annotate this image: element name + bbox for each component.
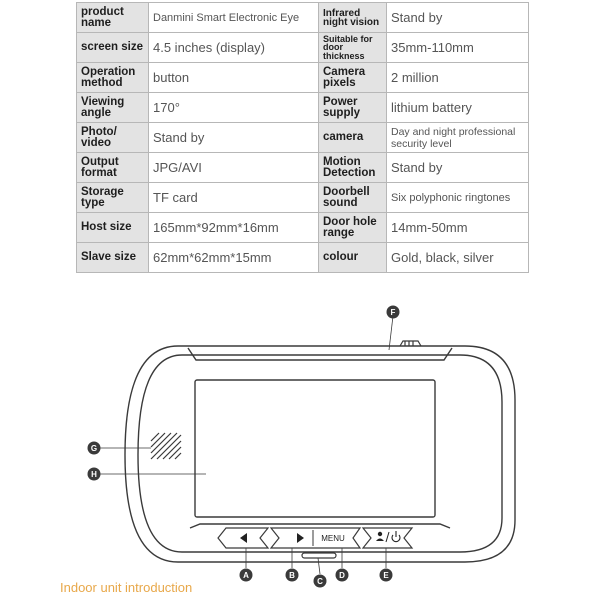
table-row (77, 183, 529, 213)
spec-key: Photo/ video (77, 123, 149, 153)
callout-line-c (318, 558, 320, 574)
callout-g (88, 442, 101, 455)
spec-key: Power supply (319, 93, 387, 123)
spec-key: Storage type (77, 183, 149, 213)
spec-value: Day and night professional security level (387, 123, 529, 153)
spec-value: 62mm*62mm*15mm (149, 243, 319, 273)
spec-value: Gold, black, silver (387, 243, 529, 273)
table-row (77, 93, 529, 123)
person-icon (378, 532, 382, 536)
spec-value: button (149, 63, 319, 93)
spec-key: Infrared night vision (319, 3, 387, 33)
table-row (77, 153, 529, 183)
callout-letter: F (390, 308, 396, 317)
spec-value: Six polyphonic ringtones (387, 183, 529, 213)
callout-letter: D (339, 571, 345, 580)
spec-value: Danmini Smart Electronic Eye (149, 3, 319, 33)
spec-key: camera (319, 123, 387, 153)
spec-value: 35mm-110mm (387, 33, 529, 63)
spec-key: Viewing angle (77, 93, 149, 123)
table-row (77, 213, 529, 243)
spec-key: Slave size (77, 243, 149, 273)
spec-key: product name (77, 3, 149, 33)
spec-key: Operation method (77, 63, 149, 93)
table-row (77, 33, 529, 63)
spec-key: Suitable for door thickness (319, 33, 387, 63)
callout-letter: G (90, 444, 98, 453)
callout-f (387, 306, 400, 319)
spec-value: lithium battery (387, 93, 529, 123)
spec-value: 165mm*92mm*16mm (149, 213, 319, 243)
indoor-unit-diagram (0, 290, 600, 600)
spec-key: Output format (77, 153, 149, 183)
callout-e (380, 569, 393, 582)
callout-letter: E (383, 571, 389, 580)
callout-a (240, 569, 253, 582)
table-row (77, 63, 529, 93)
speaker-grille (151, 433, 181, 459)
callout-letter: H (91, 470, 97, 479)
diagram-caption: Indoor unit introduction (60, 580, 193, 595)
callout-d (336, 569, 349, 582)
spec-value: Stand by (149, 123, 319, 153)
right-button[interactable] (271, 528, 360, 548)
table-row (77, 3, 529, 33)
spec-key: colour (319, 243, 387, 273)
table-row (77, 243, 529, 273)
spec-value: 4.5 inches (display) (149, 33, 319, 63)
callout-c (314, 575, 327, 588)
callout-line-f (389, 316, 393, 350)
spec-table (76, 2, 529, 273)
menu-button-label[interactable]: MENU (321, 534, 345, 543)
device-inner-outline (138, 355, 502, 552)
spec-key: Door hole range (319, 213, 387, 243)
table-row (77, 123, 529, 153)
spec-key: Camera pixels (319, 63, 387, 93)
spec-value: TF card (149, 183, 319, 213)
display-screen (195, 380, 435, 517)
card-slot (302, 553, 336, 558)
callout-h (88, 468, 101, 481)
spec-key: screen size (77, 33, 149, 63)
callout-letter: A (243, 571, 249, 580)
spec-value: Stand by (387, 153, 529, 183)
left-button[interactable] (218, 528, 268, 548)
top-slider (400, 341, 421, 346)
callout-letter: B (289, 571, 295, 580)
callout-b (286, 569, 299, 582)
spec-value: 2 million (387, 63, 529, 93)
spec-value: 14mm-50mm (387, 213, 529, 243)
spec-key: Motion Detection (319, 153, 387, 183)
spec-value: JPG/AVI (149, 153, 319, 183)
spec-value: Stand by (387, 3, 529, 33)
spec-key: Doorbell sound (319, 183, 387, 213)
callout-letter: C (317, 577, 323, 586)
top-ridge (188, 348, 452, 360)
spec-key: Host size (77, 213, 149, 243)
spec-value: 170° (149, 93, 319, 123)
power-button[interactable] (363, 528, 412, 548)
